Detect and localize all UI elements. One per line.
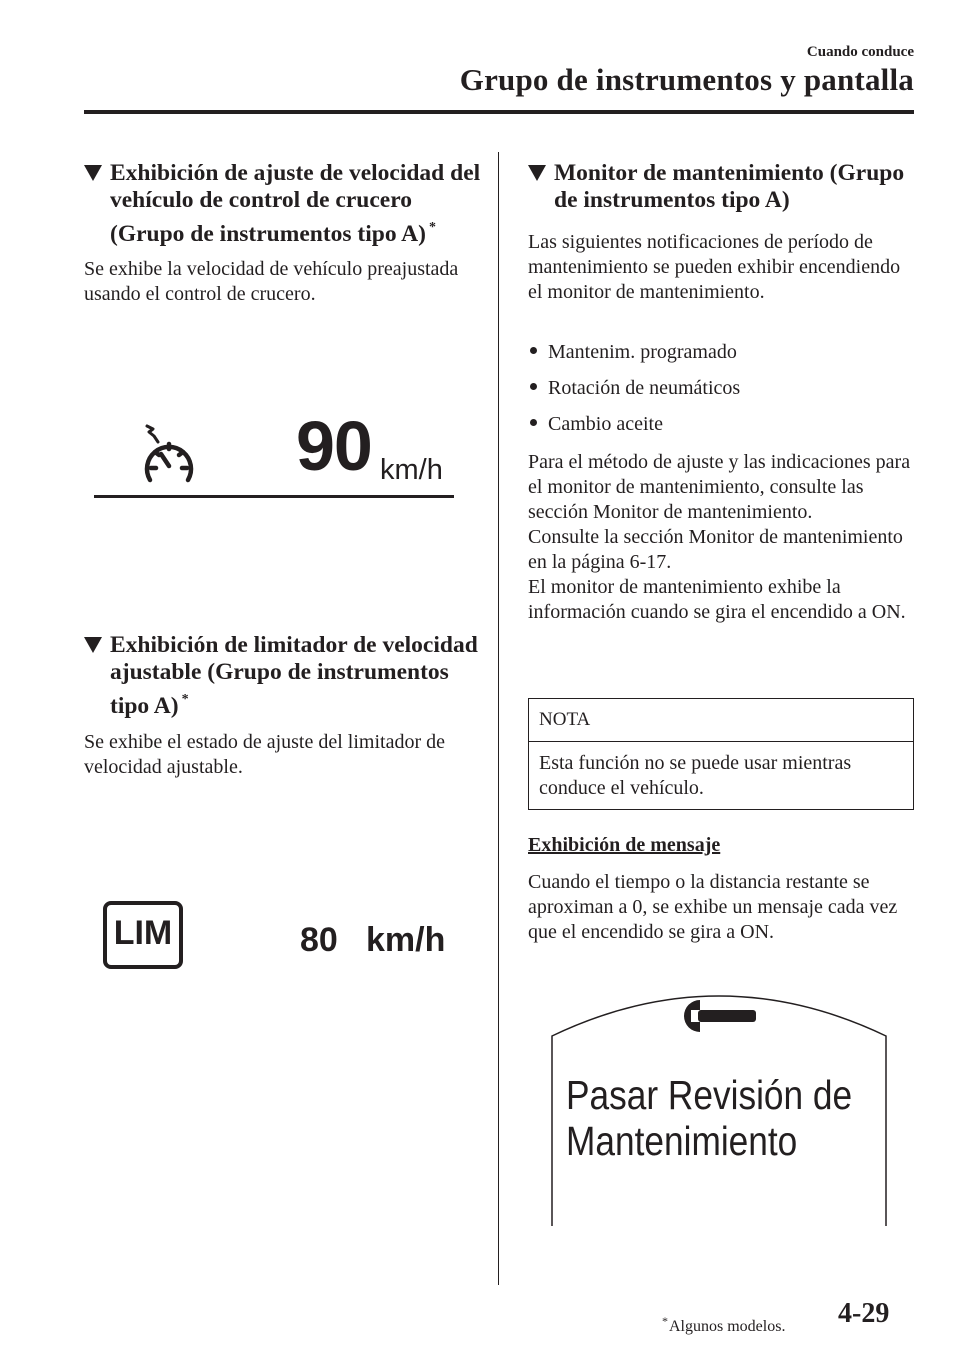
lim-badge [103,901,183,969]
heading-maintenance-monitor [528,160,918,214]
list-item-label: Mantenim. programado [548,341,737,363]
message-line-1: Pasar Revisión de [566,1072,853,1118]
message-display-description: Cuando el tiempo o la distancia restante se aproximan a 0, se exhibe un mensaje cada vez que el encendido se gira a ON. [528,871,898,943]
cruise-control-icon [141,422,197,488]
maintenance-message-text [566,1072,853,1164]
list-item [530,340,737,365]
triangle-bullet-icon [84,637,102,653]
note-box [528,698,914,810]
note-title: NOTA [539,709,591,730]
heading-text: Monitor de mantenimiento (Grupo de instrumentos tipo A) [554,160,905,213]
list-item-label: Rotación de neumáticos [548,377,741,399]
note-divider [529,741,913,742]
note-text: Esta función no se puede usar mientras conduce el vehículo. [539,752,852,799]
bullet-dot-icon [530,419,537,426]
maintenance-monitor-details: Para el método de ajuste y las indicaciones para el monitor de mantenimiento, consulte las sección Monitor de mantenimiento. Consulte la sección Monitor de mantenimiento en la página 6-17. El monitor de mantenimiento exhibe la información cuando se gira el encendido a ON. [528,451,911,623]
heading-text: Exhibición de limitador de velocidad ajustable (Grupo de instrumentos tipo A) [110,632,478,719]
triangle-bullet-icon [528,165,546,181]
cruise-speed-value: 90 [296,407,372,485]
running-head-section: Grupo de instrumentos y pantalla [459,62,914,97]
cruise-display-underline [94,495,454,498]
list-item [530,376,740,401]
speed-limiter-description: Se exhibe el estado de ajuste del limitador de velocidad ajustable. [84,731,445,778]
message-line-2: Mantenimiento [566,1118,798,1164]
asterisk-marker: * [181,692,189,707]
list-item-label: Cambio aceite [548,413,663,435]
heading-text: Exhibición de ajuste de velocidad del vehículo de control de crucero (Grupo de instrumentos tipo A) [110,160,481,247]
lim-badge-label: LIM [113,914,173,952]
list-item [530,412,663,437]
triangle-bullet-icon [84,165,102,181]
limiter-speed-value: 80 [300,921,338,959]
maintenance-intro: Las siguientes notificaciones de período de mantenimiento se pueden exhibir encendiendo el monitor de mantenimiento. [528,231,901,303]
footnote-text: Algunos modelos. [669,1318,786,1335]
heading-cruise-speed-display [84,160,484,248]
bullet-dot-icon [530,347,537,354]
page-number: 4-29 [838,1298,890,1329]
asterisk-marker: * [662,1314,668,1328]
footnote [662,1314,785,1336]
column-divider [498,152,499,1285]
cruise-speed-figure [94,407,454,500]
header-rule [84,110,914,114]
message-display-subheading: Exhibición de mensaje [528,834,721,856]
maintenance-message-figure [548,970,890,1230]
bullet-dot-icon [530,383,537,390]
heading-speed-limiter-display [84,632,484,720]
limiter-speed-unit: km/h [366,921,446,959]
running-head-chapter: Cuando conduce [806,44,914,60]
asterisk-marker: * [428,220,436,235]
cruise-speed-unit: km/h [380,454,443,486]
cruise-speed-description: Se exhibe la velocidad de vehículo preajustada usando el control de crucero. [84,258,459,305]
wrench-icon [680,996,760,1036]
